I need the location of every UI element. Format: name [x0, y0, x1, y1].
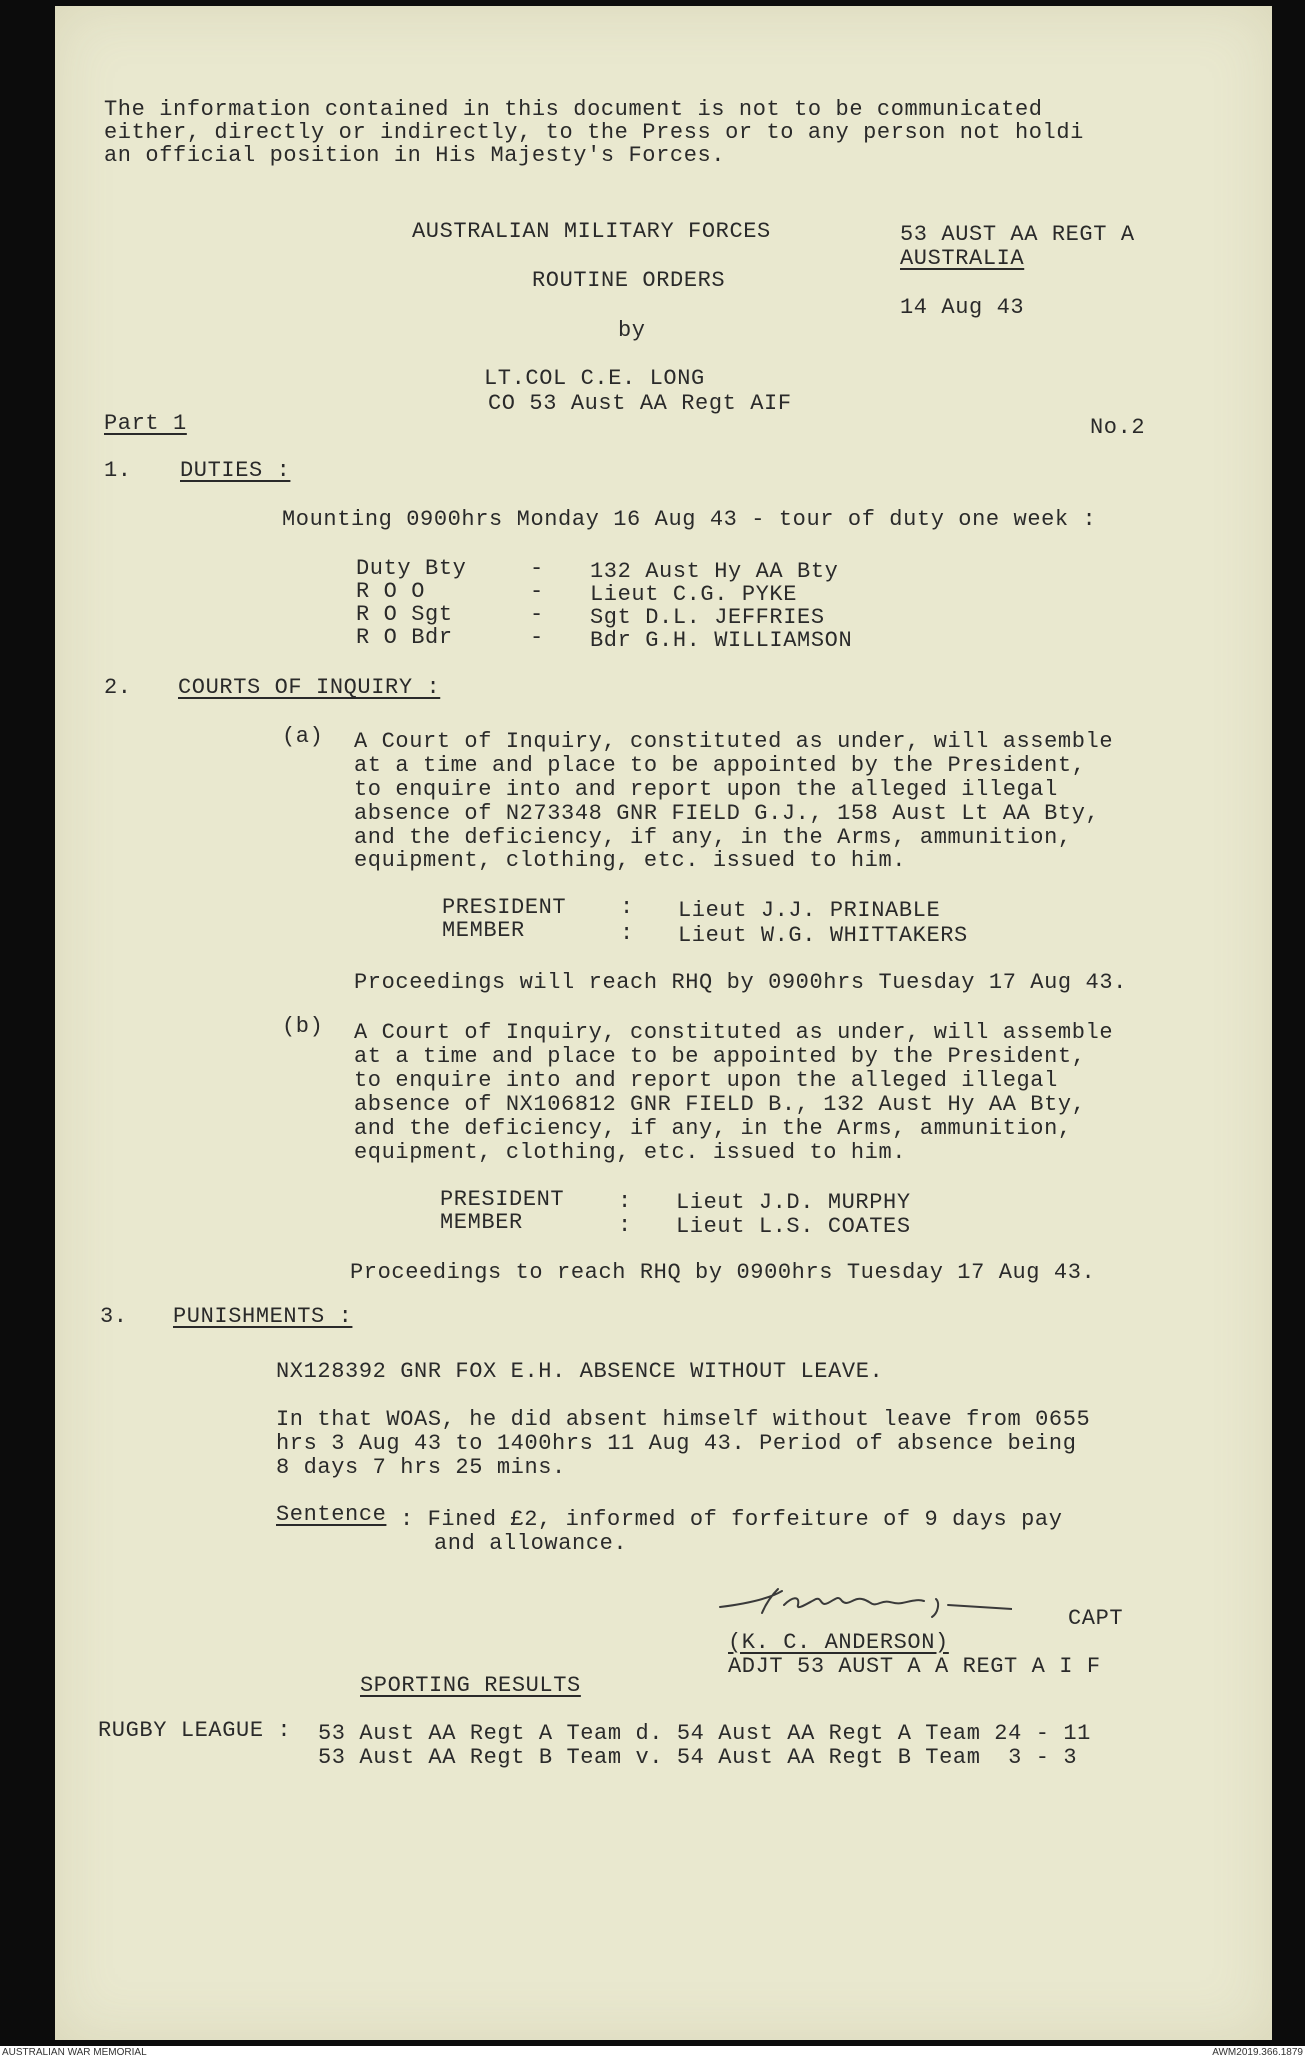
signatory-title: ADJT 53 AUST A A REGT A I F [728, 1654, 1101, 1679]
section-number: 3. [100, 1304, 128, 1329]
order-date: 14 Aug 43 [900, 295, 1025, 320]
inquiry-text-line: A Court of Inquiry, constituted as under, will assemble [354, 1020, 1114, 1045]
signatory-name: (K. C. ANDERSON) [728, 1630, 949, 1655]
item-label: (a) [282, 724, 324, 749]
inquiry-text-line: equipment, clothing, etc. issued to him. [354, 1140, 907, 1165]
member-name: Lieut L.S. COATES [676, 1214, 911, 1239]
colon: : [620, 921, 634, 946]
proceedings-note: Proceedings to reach RHQ by 0900hrs Tuesday 17 Aug 43. [350, 1260, 1096, 1285]
archive-footer [0, 2046, 1305, 2061]
duty-dash: - [530, 556, 544, 581]
rugby-league-label: RUGBY LEAGUE : [98, 1718, 292, 1743]
duty-role: R O Bdr [356, 625, 453, 650]
notice-line: an official position in His Majesty's Forces. [104, 143, 726, 168]
by-text: by [618, 318, 646, 343]
president-label: PRESIDENT [440, 1187, 565, 1212]
handwritten-signature [712, 1583, 1012, 1619]
duty-dash: - [530, 602, 544, 627]
punishment-detail-line: 8 days 7 hrs 25 mins. [276, 1455, 566, 1480]
member-name: Lieut W.G. WHITTAKERS [678, 923, 968, 948]
section-number: 1. [104, 458, 132, 483]
sentence-text: : Fined £2, informed of forfeiture of 9 days pay [400, 1507, 1063, 1532]
president-name: Lieut J.J. PRINABLE [678, 898, 941, 923]
colon: : [620, 895, 634, 920]
offender-line: NX128392 GNR FOX E.H. ABSENCE WITHOUT LEAVE. [276, 1359, 884, 1384]
proceedings-note: Proceedings will reach RHQ by 0900hrs Tuesday 17 Aug 43. [354, 970, 1127, 995]
result-line: 53 Aust AA Regt B Team v. 54 Aust AA Regt B Team 3 - 3 [318, 1745, 1078, 1770]
section-title-duties: DUTIES : [180, 458, 291, 483]
section-title-courts: COURTS OF INQUIRY : [178, 675, 441, 700]
president-label: PRESIDENT [442, 895, 567, 920]
result-line: 53 Aust AA Regt A Team d. 54 Aust AA Regt A Team 24 - 11 [318, 1721, 1091, 1746]
order-number: No.2 [1090, 415, 1146, 440]
sporting-results-title: SPORTING RESULTS [360, 1673, 581, 1698]
unit-location: AUSTRALIA [900, 246, 1025, 271]
inquiry-text-line: at a time and place to be appointed by the President, [354, 1044, 1086, 1069]
duty-name: Lieut C.G. PYKE [590, 582, 798, 607]
member-label: MEMBER [442, 918, 525, 943]
commander-name: LT.COL C.E. LONG [484, 366, 705, 391]
duty-role: Duty Bty [356, 556, 467, 581]
colon: : [618, 1189, 632, 1214]
part-label: Part 1 [104, 411, 187, 436]
inquiry-text-line: A Court of Inquiry, constituted as under, will assemble [354, 729, 1114, 754]
inquiry-text-line: equipment, clothing, etc. issued to him. [354, 848, 907, 873]
punishment-detail-line: hrs 3 Aug 43 to 1400hrs 11 Aug 43. Period of absence being [276, 1431, 1077, 1456]
duty-name: Sgt D.L. JEFFRIES [590, 605, 825, 630]
inquiry-text-line: and the deficiency, if any, in the Arms, ammunition, [354, 825, 1072, 850]
inquiry-text-line: absence of N273348 GNR FIELD G.J., 158 Aust Lt AA Bty, [354, 801, 1100, 826]
sentence-text: and allowance. [434, 1531, 628, 1556]
duty-name: Bdr G.H. WILLIAMSON [590, 628, 853, 653]
unit-line: 53 AUST AA REGT A [900, 222, 1135, 247]
commander-unit: CO 53 Aust AA Regt AIF [488, 391, 792, 416]
duty-role: R O O [356, 579, 426, 604]
duty-name: 132 Aust Hy AA Bty [590, 559, 839, 584]
duty-role: R O Sgt [356, 602, 453, 627]
duty-dash: - [530, 579, 544, 604]
inquiry-text-line: to enquire into and report upon the alleged illegal [354, 1068, 1058, 1093]
inquiry-text-line: to enquire into and report upon the alleged illegal [354, 777, 1058, 802]
forces-heading: AUSTRALIAN MILITARY FORCES [412, 219, 771, 244]
duty-dash: - [530, 625, 544, 650]
inquiry-text-line: at a time and place to be appointed by the President, [354, 753, 1086, 778]
sentence-label: Sentence [276, 1502, 387, 1527]
archive-reference: AWM2019.366.1879 [1212, 2047, 1303, 2058]
punishment-detail-line: In that WOAS, he did absent himself without leave from 0655 [276, 1407, 1091, 1432]
notice-line: either, directly or indirectly, to the Press or to any person not holdi [104, 120, 1084, 145]
signatory-rank: CAPT [1068, 1606, 1124, 1631]
section-number: 2. [104, 675, 132, 700]
orders-heading: ROUTINE ORDERS [532, 268, 726, 293]
colon: : [618, 1213, 632, 1238]
notice-line: The information contained in this document is not to be communicated [104, 97, 1043, 122]
president-name: Lieut J.D. MURPHY [676, 1190, 911, 1215]
inquiry-text-line: and the deficiency, if any, in the Arms, ammunition, [354, 1116, 1072, 1141]
member-label: MEMBER [440, 1210, 523, 1235]
section-title-punishments: PUNISHMENTS : [173, 1304, 353, 1329]
archive-name: AUSTRALIAN WAR MEMORIAL [2, 2047, 147, 2058]
duties-intro: Mounting 0900hrs Monday 16 Aug 43 - tour of duty one week : [282, 507, 1097, 532]
item-label: (b) [282, 1014, 324, 1039]
inquiry-text-line: absence of NX106812 GNR FIELD B., 132 Aust Hy AA Bty, [354, 1092, 1086, 1117]
